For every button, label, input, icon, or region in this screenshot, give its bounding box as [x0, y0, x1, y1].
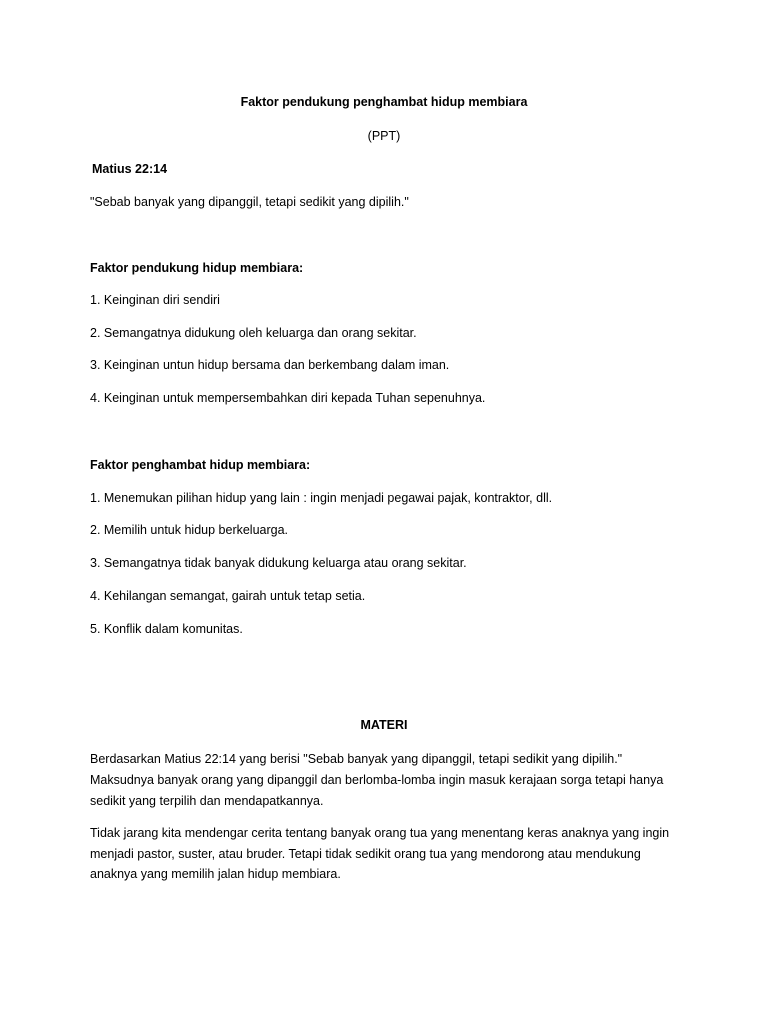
pendukung-item: 1. Keinginan diri sendiri	[90, 293, 220, 307]
verse-reference: Matius 22:14	[92, 162, 168, 176]
penghambat-item: 2. Memilih untuk hidup berkeluarga.	[90, 523, 289, 537]
verse-quote: "Sebab banyak yang dipanggil, tetapi sedikit yang dipilih."	[90, 195, 409, 209]
penghambat-item: 5. Konflik dalam komunitas.	[90, 622, 243, 636]
pendukung-item: 3. Keinginan untun hidup bersama dan berkembang dalam iman.	[90, 358, 450, 372]
materi-paragraph-1-line: Berdasarkan Matius 22:14 yang berisi "Sebab banyak yang dipanggil, tetapi sedikit yang dipilih."	[90, 752, 623, 766]
materi-paragraph-1-line: sedikit yang terpilih dan mendapatkannya.	[90, 794, 324, 808]
penghambat-heading: Faktor penghambat hidup membiara:	[90, 458, 311, 472]
materi-paragraph-2-line: anaknya yang memilih jalan hidup membiara.	[90, 867, 341, 881]
pendukung-item: 4. Keinginan untuk mempersembahkan diri kepada Tuhan sepenuhnya.	[90, 391, 486, 405]
materi-paragraph-2-line: menjadi pastor, suster, atau bruder. Tetapi tidak sedikit orang tua yang mendorong atau mendukung	[90, 847, 641, 861]
pendukung-heading: Faktor pendukung hidup membiara:	[90, 261, 304, 275]
document-subtitle: (PPT)	[367, 129, 401, 143]
penghambat-item: 3. Semangatnya tidak banyak didukung keluarga atau orang sekitar.	[90, 556, 467, 570]
penghambat-item: 1. Menemukan pilihan hidup yang lain : ingin menjadi pegawai pajak, kontraktor, dll.	[90, 491, 553, 505]
document-title: Faktor pendukung penghambat hidup membiara	[240, 95, 528, 109]
materi-heading: MATERI	[360, 718, 408, 732]
penghambat-item: 4. Kehilangan semangat, gairah untuk tetap setia.	[90, 589, 366, 603]
materi-paragraph-2-line: Tidak jarang kita mendengar cerita tentang banyak orang tua yang menentang keras anaknya yang ingin	[90, 826, 670, 840]
pendukung-item: 2. Semangatnya didukung oleh keluarga dan orang sekitar.	[90, 326, 417, 340]
materi-paragraph-1-line: Maksudnya banyak orang yang dipanggil dan berlomba-lomba ingin masuk kerajaan sorga tetapi hanya	[90, 773, 664, 787]
